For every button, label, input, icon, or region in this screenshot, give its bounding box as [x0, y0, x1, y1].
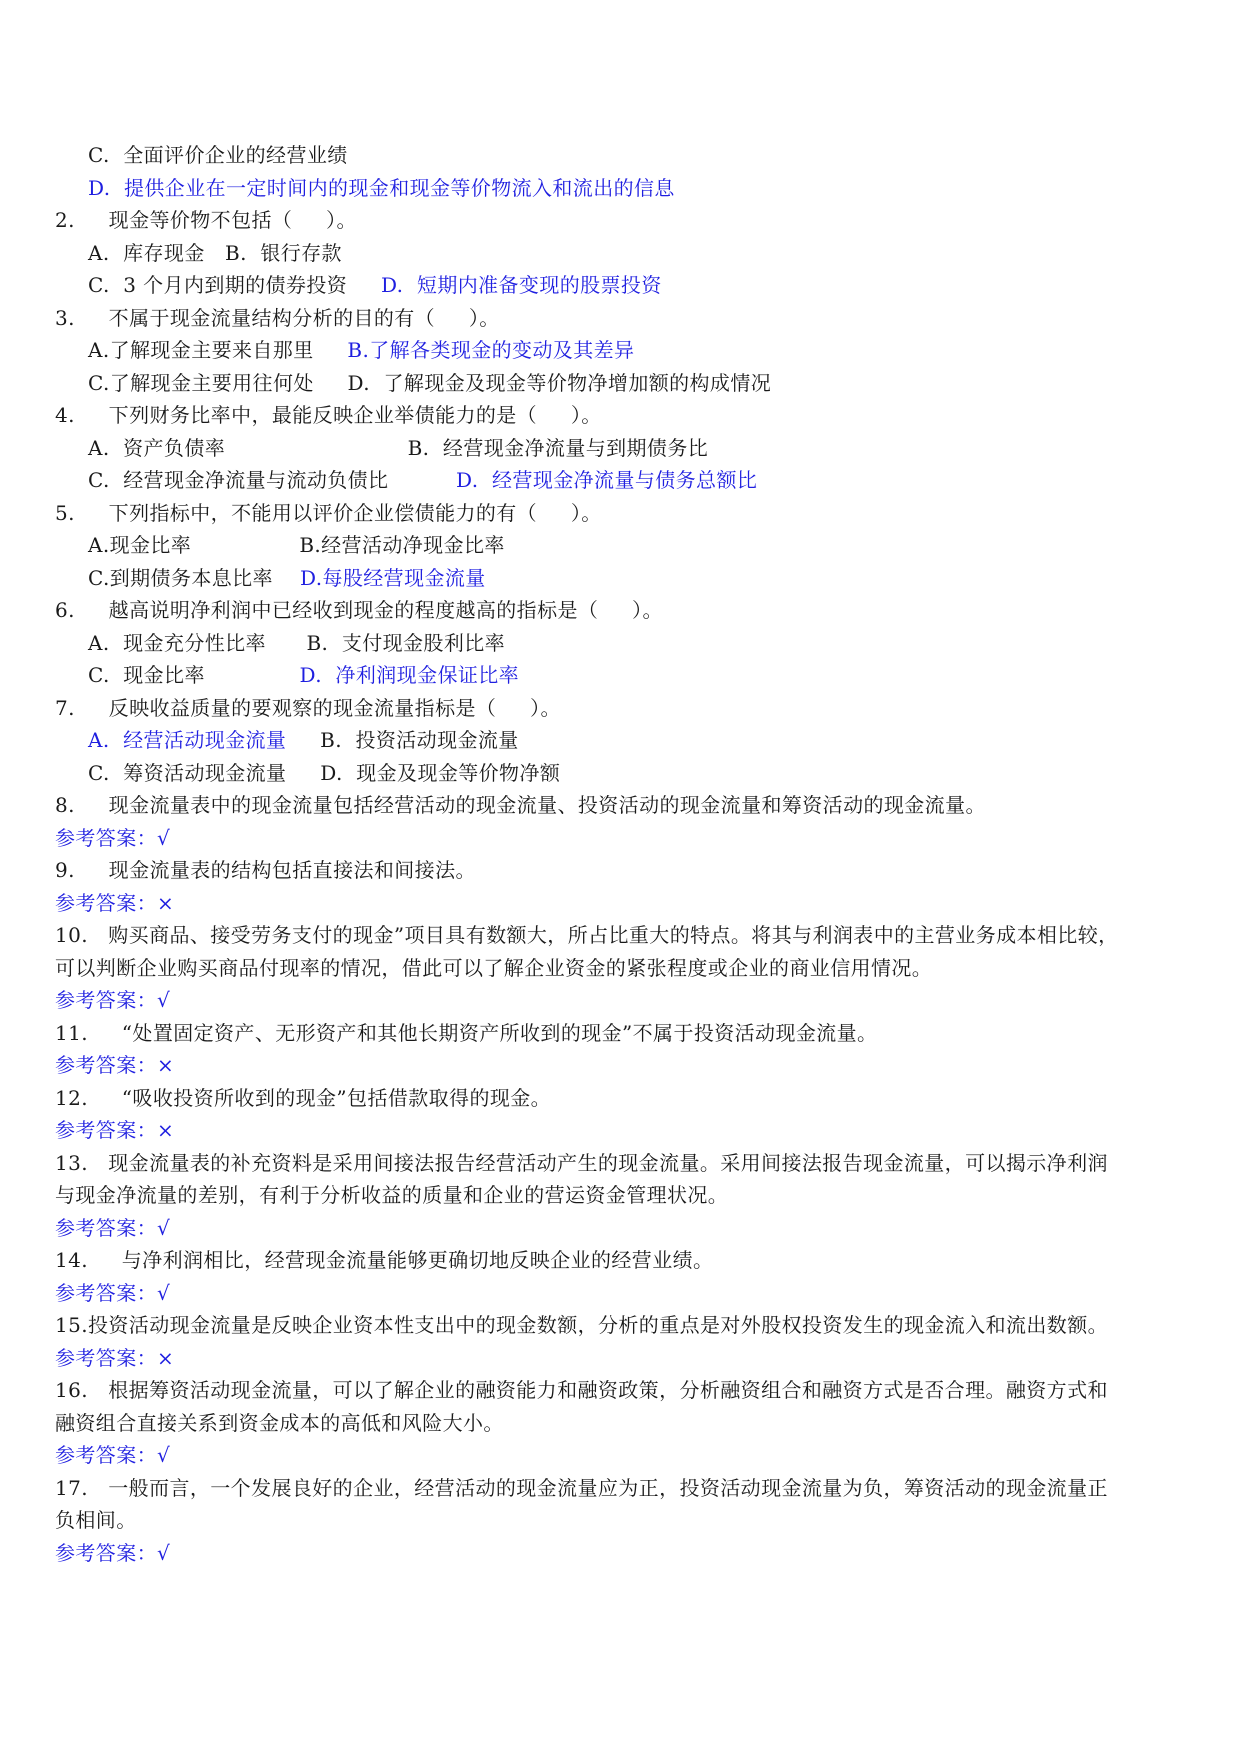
option-line — [88, 175, 675, 201]
question-text: 9. 现金流量表的结构包括直接法和间接法。 — [55, 858, 476, 882]
question-text: 12. “吸收投资所收到的现金”包括借款取得的现金。 — [55, 1086, 552, 1110]
reference-answer: 参考答案：× — [55, 1118, 175, 1142]
question-text: 11. “处置固定资产、无形资产和其他长期资产所收到的现金”不属于投资活动现金流量。 — [55, 1021, 878, 1045]
reference-answer: 参考答案：√ — [55, 1216, 171, 1240]
reference-answer: 参考答案：√ — [55, 1541, 171, 1565]
question-text: 4. 下列财务比率中，最能反映企业举债能力的是（ ）。 — [55, 403, 602, 427]
correct-option: D. 经营现金净流量与债务总额比 — [456, 468, 758, 492]
question-text: 7. 反映收益质量的要观察的现金流量指标是（ ）。 — [55, 696, 561, 720]
option-text: C.到期债务本息比率 — [88, 566, 300, 590]
option-line — [88, 435, 708, 461]
correct-option: B.了解各类现金的变动及其差异 — [347, 338, 635, 362]
reference-answer: 参考答案：√ — [55, 1443, 171, 1467]
option-line — [88, 240, 342, 266]
option-text: C. 经营现金净流量与流动负债比 — [88, 468, 457, 492]
question-text: 15.投资活动现金流量是反映企业资本性支出中的现金数额，分析的重点是对外股权投资发生的现金流入和流出数额。 — [55, 1313, 1109, 1337]
option-line — [88, 370, 771, 396]
option-text: A.了解现金主要来自那里 — [88, 338, 348, 362]
correct-option: D.每股经营现金流量 — [299, 566, 486, 590]
correct-option: D. 提供企业在一定时间内的现金和现金等价物流入和流出的信息 — [88, 176, 675, 200]
correct-option: D. 短期内准备变现的股票投资 — [380, 273, 662, 297]
question-text: 14. 与净利润相比，经营现金流量能够更确切地反映企业的经营业绩。 — [55, 1248, 714, 1272]
option-text: C. 3 个月内到期的债券投资 — [88, 273, 381, 297]
option-line — [88, 727, 519, 753]
question-text: 3. 不属于现金流量结构分析的目的有（ ）。 — [55, 306, 500, 330]
reference-answer: 参考答案：√ — [55, 826, 171, 850]
question-text: 5. 下列指标中，不能用以评价企业偿债能力的有（ ）。 — [55, 501, 602, 525]
option-line — [88, 337, 634, 363]
reference-answer: 参考答案：× — [55, 1346, 175, 1370]
option-line — [88, 272, 662, 298]
correct-option: D. 净利润现金保证比率 — [299, 663, 520, 687]
question-text: 与现金净流量的差别，有利于分析收益的质量和企业的营运资金管理状况。 — [55, 1183, 729, 1207]
correct-option: A. 经营活动现金流量 — [88, 728, 287, 752]
reference-answer: 参考答案：√ — [55, 1281, 171, 1305]
reference-answer: 参考答案：× — [55, 1053, 175, 1077]
reference-answer: 参考答案：× — [55, 891, 175, 915]
question-text: 13. 现金流量表的补充资料是采用间接法报告经营活动产生的现金流量。采用间接法报告现金流量，可以揭示净利润 — [55, 1151, 1108, 1175]
option-text: A. 库存现金 B. 银行存款 — [88, 241, 342, 265]
question-text: 10. 购买商品、接受劳务支付的现金”项目具有数额大，所占比重大的特点。将其与利润表中的主营业务成本相比较， — [55, 923, 1119, 947]
option-line — [88, 760, 560, 786]
question-text: 17. 一般而言，一个发展良好的企业，经营活动的现金流量应为正，投资活动现金流量为负，筹资活动的现金流量正 — [55, 1476, 1108, 1500]
option-line — [88, 565, 486, 591]
option-line — [88, 532, 505, 558]
option-text: A.现金比率 B.经营活动净现金比率 — [88, 533, 505, 557]
reference-answer: 参考答案：√ — [55, 988, 171, 1012]
question-text: 可以判断企业购买商品付现率的情况，借此可以了解企业资金的紧张程度或企业的商业信用情况。 — [55, 956, 933, 980]
option-text: A. 现金充分性比率 B. 支付现金股利比率 — [88, 631, 506, 655]
option-line — [88, 662, 519, 688]
question-text: 8. 现金流量表中的现金流量包括经营活动的现金流量、投资活动的现金流量和筹资活动的现金流量。 — [55, 793, 986, 817]
option-line — [88, 142, 348, 168]
option-line — [88, 467, 757, 493]
question-text: 融资组合直接关系到资金成本的高低和风险大小。 — [55, 1411, 504, 1435]
option-text: A. 资产负债率 B. 经营现金净流量与到期债务比 — [88, 436, 709, 460]
option-text: C. 筹资活动现金流量 D. 现金及现金等价物净额 — [88, 761, 561, 785]
question-text: 16. 根据筹资活动现金流量，可以了解企业的融资能力和融资政策，分析融资组合和融资方式是否合理。融资方式和 — [55, 1378, 1108, 1402]
question-text: 负相间。 — [55, 1508, 137, 1532]
option-text: B. 投资活动现金流量 — [286, 728, 519, 752]
question-text: 2. 现金等价物不包括（ ）。 — [55, 208, 357, 232]
option-text: C. 全面评价企业的经营业绩 — [88, 143, 348, 167]
option-text: C. 现金比率 — [88, 663, 300, 687]
question-text: 6. 越高说明净利润中已经收到现金的程度越高的指标是（ ）。 — [55, 598, 663, 622]
option-line — [88, 630, 505, 656]
option-text: C.了解现金主要用往何处 D. 了解现金及现金等价物净增加额的构成情况 — [88, 371, 772, 395]
